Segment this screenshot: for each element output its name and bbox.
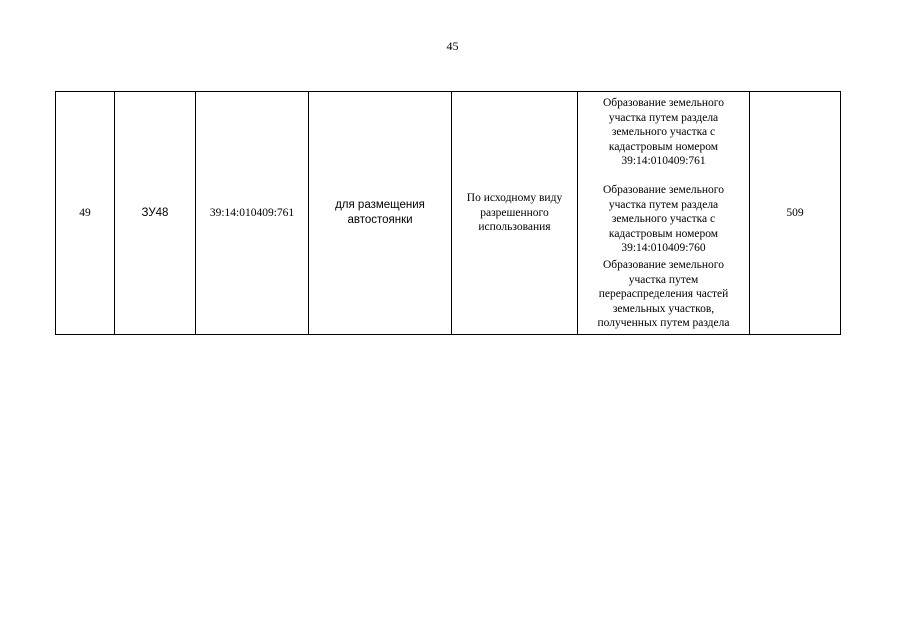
permitted-use-line: автостоянки — [347, 213, 413, 226]
page-number: 45 — [446, 39, 459, 53]
method-line: полученных путем раздела — [597, 317, 730, 330]
cadastral-number-cell: 39:14:010409:761 — [196, 92, 309, 335]
use-type-line: По исходному виду — [466, 192, 563, 205]
formation-method-2 — [582, 183, 745, 256]
table-row — [56, 92, 841, 335]
method-line: участка путем — [628, 273, 699, 286]
method-line: 39:14:010409:761 — [621, 155, 706, 168]
use-type-line: разрешенного — [480, 206, 549, 219]
use-type-cell — [452, 92, 578, 335]
plot-code-cell: ЗУ48 — [115, 92, 196, 335]
method-line: участка путем раздела — [608, 111, 719, 124]
method-line: Образование земельного — [602, 183, 724, 196]
area-cell: 509 — [750, 92, 841, 335]
method-line: 39:14:010409:760 — [621, 242, 706, 255]
permitted-use-cell — [309, 92, 452, 335]
method-line: Образование земельного — [602, 97, 724, 109]
permitted-use-line: для размещения — [335, 199, 425, 212]
formation-method-cell — [578, 92, 750, 335]
method-line: кадастровым номером — [608, 140, 719, 153]
method-line: кадастровым номером — [608, 227, 719, 240]
method-line: земельного участка с — [611, 213, 716, 226]
method-line: Образование земельного — [602, 258, 724, 271]
use-type-line: использования — [478, 221, 551, 234]
method-line: земельных участков, — [612, 302, 715, 315]
row-index-cell: 49 — [56, 92, 115, 335]
land-plot-table — [55, 91, 841, 335]
formation-method-3 — [582, 258, 745, 331]
method-line: участка путем раздела — [608, 198, 719, 211]
method-line: перераспределения частей — [598, 288, 729, 301]
formation-method-1 — [582, 96, 745, 169]
method-line: земельного участка с — [611, 126, 716, 139]
